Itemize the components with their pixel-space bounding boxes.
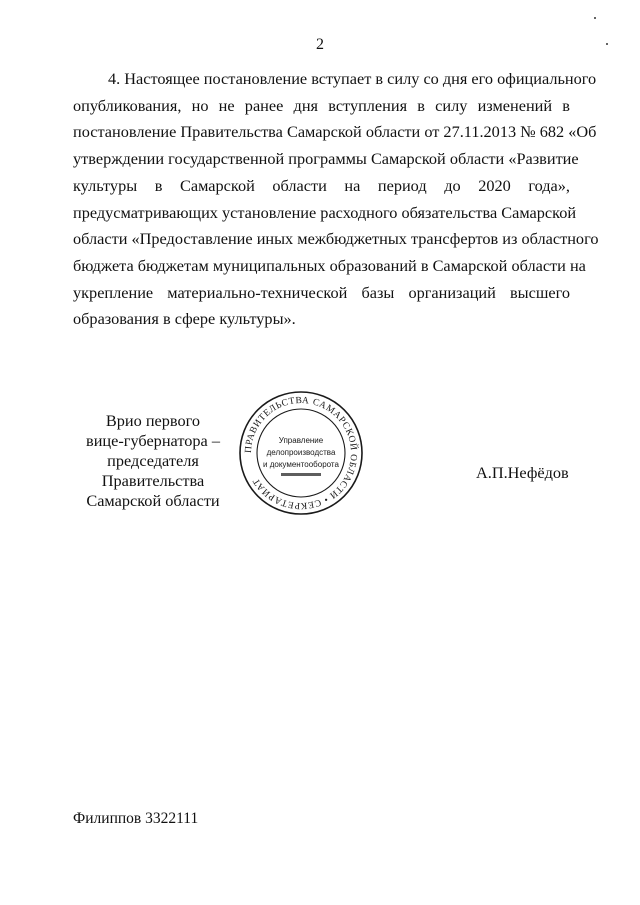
signer-title-line: председателя Правительства: [101, 451, 205, 490]
page-number: 2: [316, 36, 324, 53]
paragraph-line: культуры в Самарской области на период до 2020 года»,: [73, 175, 570, 195]
paragraph-line: укрепление материально-технической базы организаций высшего: [73, 282, 570, 302]
official-stamp: [237, 389, 365, 517]
paragraph-line: постановление Правительства Самарской области от 27.11.2013 № 682 «Об: [73, 122, 597, 142]
stamp-center-line: делопроизводства: [266, 448, 336, 457]
paragraph-line: опубликования, но не ранее дня вступления в силу изменений в: [73, 95, 570, 115]
signer-name: А.П.Нефёдов: [476, 463, 569, 482]
stamp-center-line: и документооборота: [263, 460, 339, 469]
paragraph-line: предусматривающих установление расходного обязательства Самарской: [73, 202, 577, 222]
paragraph-line: образования в сфере культуры».: [73, 309, 296, 329]
scan-speck: [606, 43, 608, 45]
stamp-center-line: Управление: [278, 436, 324, 445]
signer-title-line: вице-губернатора –: [86, 431, 220, 450]
signer-title: [58, 411, 248, 511]
paragraph-line: утверждении государственной программы Самарской области «Развитие: [73, 149, 579, 169]
decree-paragraph: [73, 66, 599, 333]
paragraph-line: бюджета бюджетам муниципальных образований в Самарской области на: [73, 255, 586, 275]
signer-title-line: Врио первого: [105, 411, 201, 430]
signer-title-line: Самарской области: [86, 491, 220, 510]
executor-line: Филиппов 3322111: [73, 810, 199, 827]
paragraph-line: области «Предоставление иных межбюджетных трансфертов из областного: [73, 229, 599, 249]
paragraph-line: 4. Настоящее постановление вступает в силу со дня его официального: [108, 69, 597, 88]
scan-speck: [594, 17, 596, 19]
stamp-ring-text: ПРАВИТЕЛЬСТВА САМАРСКОЙ ОБЛАСТИ • СЕКРЕТАРИАТ: [243, 395, 359, 511]
